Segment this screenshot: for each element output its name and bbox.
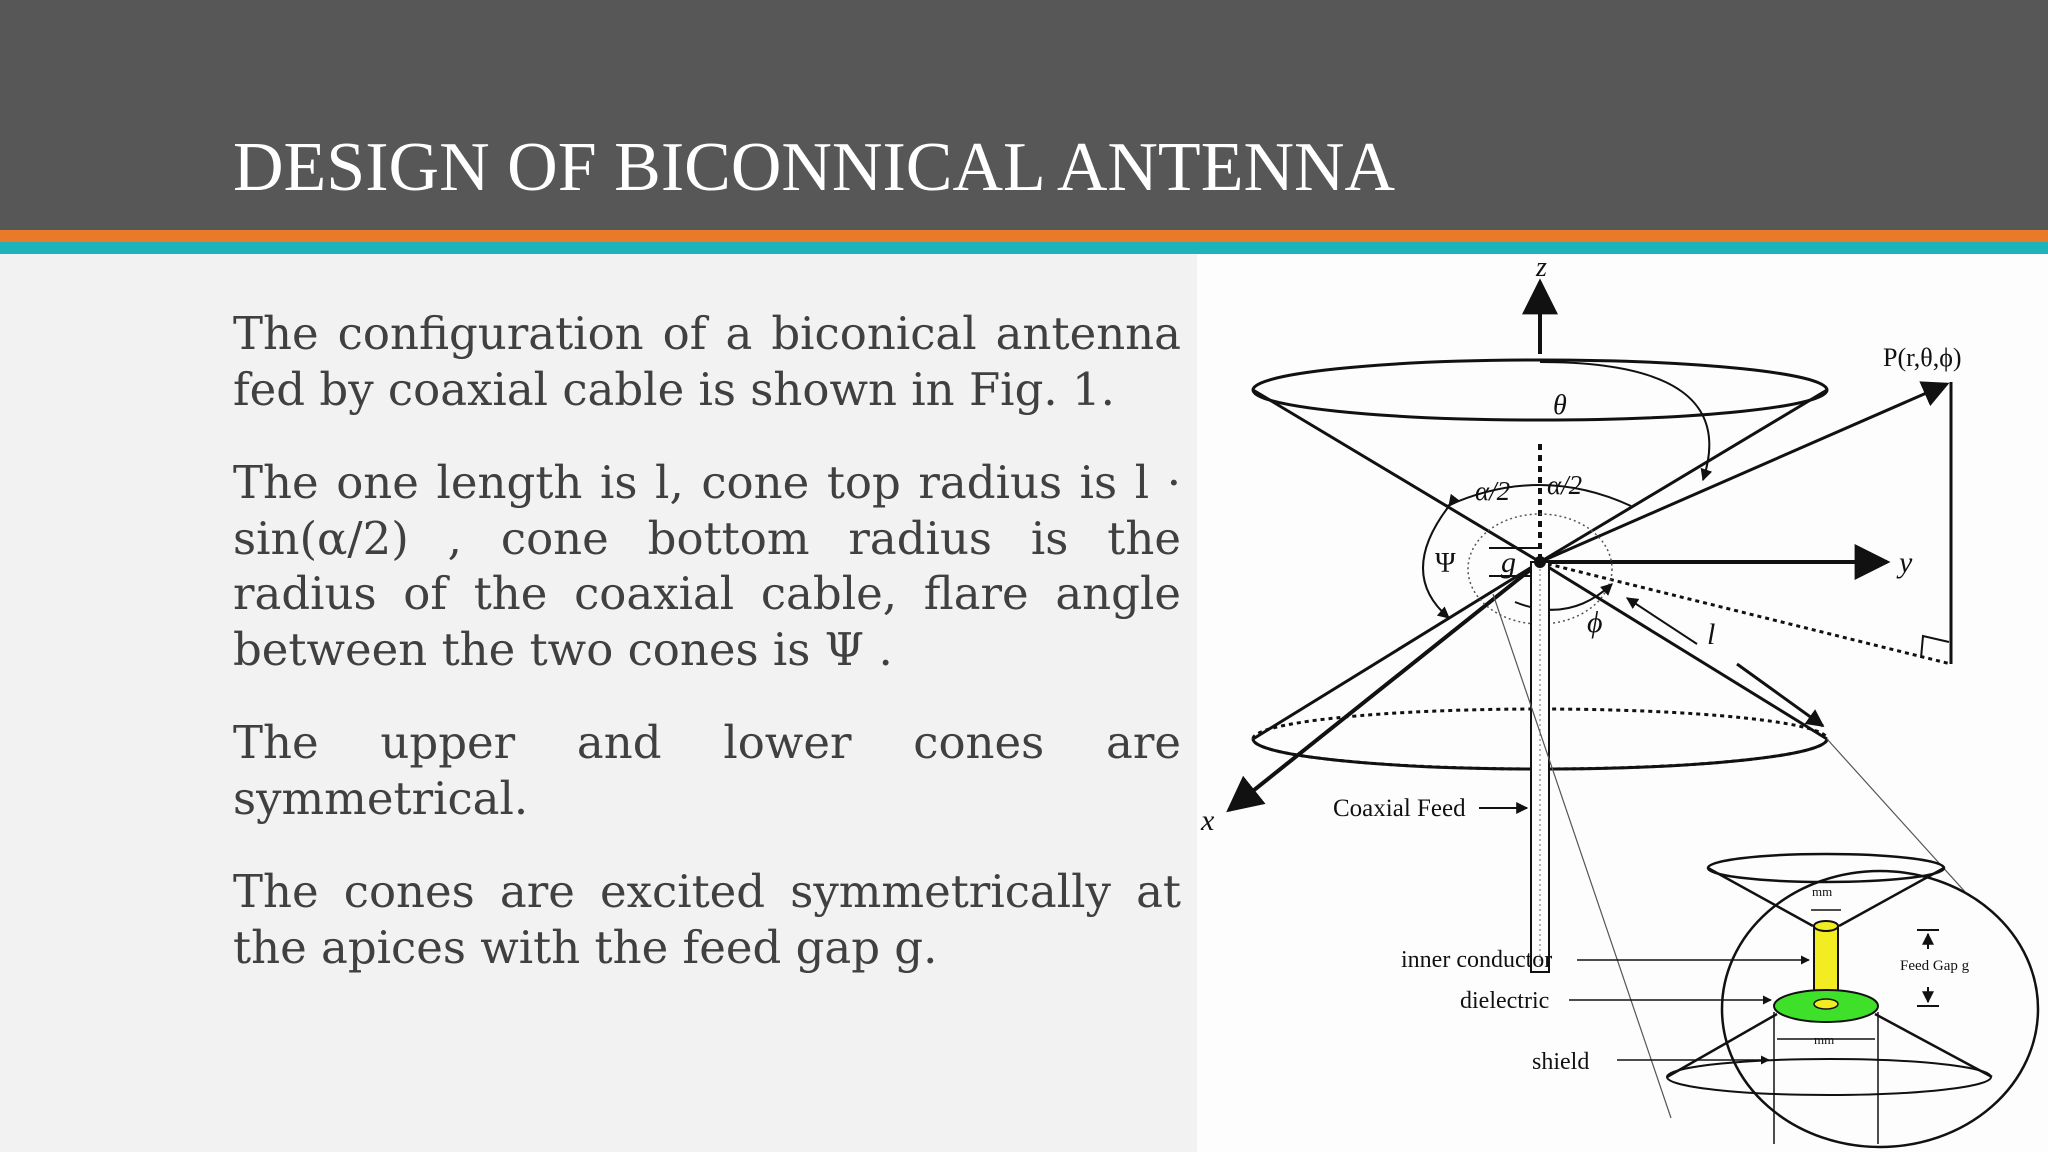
paragraph-symmetry: The upper and lower cones are symmetrical.: [233, 716, 1181, 825]
detail-zoom-ellipse: [1722, 871, 2038, 1147]
paragraph-configuration: The configuration of a biconical antenna fed by coaxial cable is shown in Fig. 1.: [233, 307, 1181, 416]
shield-label: shield: [1532, 1049, 1590, 1075]
coaxial-feed-label: Coaxial Feed: [1333, 795, 1466, 822]
detail-upper-edge-right: [1839, 868, 1944, 926]
accent-stripe-teal: [0, 242, 2048, 254]
inner-conductor-top: [1814, 921, 1838, 931]
length-arrow-out: [1737, 664, 1823, 726]
antenna-figure: [1197, 254, 2048, 1152]
alpha-half-left-label: α/2: [1475, 476, 1511, 506]
zoom-line-1: [1493, 594, 1671, 1118]
theta-label: θ: [1553, 390, 1567, 421]
phi-label: ϕ: [1587, 606, 1603, 639]
dielectric-label: dielectric: [1460, 988, 1550, 1014]
accent-stripe-orange: [0, 230, 2048, 242]
paragraph-excitation: The cones are excited symmetrically at the apices with the feed gap g.: [233, 865, 1181, 974]
paragraph-dimensions: The one length is l, cone top radius is l · sin(α/2) , cone bottom radius is the radius of the coaxial cable, flare angle between the two cones is Ψ .: [233, 456, 1181, 676]
dielectric-disc-center: [1814, 999, 1838, 1009]
x-axis-label: x: [1201, 804, 1215, 837]
detail-lower-cone-rim: [1667, 1059, 1991, 1095]
length-label: l: [1707, 618, 1716, 651]
point-p-label: P(r,θ,ϕ): [1883, 343, 1962, 372]
feed-gap-label: Feed Gap g: [1900, 958, 1970, 974]
biconical-antenna-diagram: [1197, 254, 2048, 1152]
alpha-half-right-label: α/2: [1547, 470, 1583, 500]
origin-point: [1534, 556, 1546, 568]
inner-conductor-label: inner conductor: [1401, 947, 1553, 973]
gap-label: g: [1501, 546, 1516, 579]
detail-mm-bottom-label: mm: [1814, 1032, 1835, 1047]
detail-mm-top-label: mm: [1812, 884, 1833, 899]
slide-title: DESIGN OF BICONNICAL ANTENNA: [233, 129, 1396, 206]
x-axis: [1229, 562, 1540, 810]
upper-cone-rim: [1253, 360, 1827, 420]
slide-body: [233, 306, 1181, 1013]
z-axis-label: z: [1536, 254, 1547, 283]
y-axis-label: y: [1899, 546, 1913, 579]
lower-cone-edge-left: [1253, 562, 1540, 739]
right-angle-marker: [1921, 636, 1949, 658]
detail-lower-edge-right: [1875, 1014, 1992, 1077]
detail-upper-cone-rim: [1708, 854, 1944, 882]
psi-label: Ψ: [1435, 548, 1456, 579]
